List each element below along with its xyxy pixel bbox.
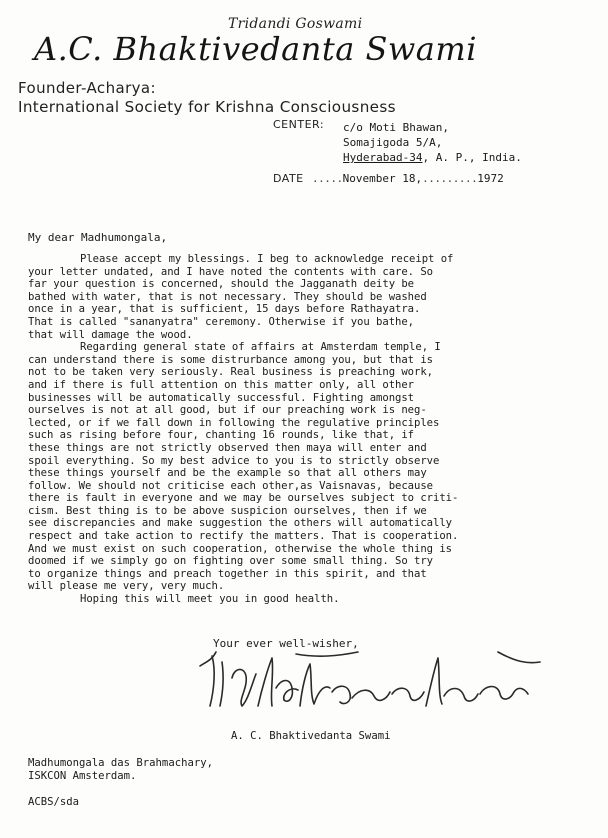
body-line: follow. We should not criticise each other,as Vaisnavas, because xyxy=(28,479,433,492)
center-city: Hyderabad-34 xyxy=(343,151,423,164)
body-line: once in a year, that is sufficient, 15 days before Rathayatra. xyxy=(28,303,421,316)
letterhead-founder: Founder-Acharya: xyxy=(18,79,156,97)
center-city-rest: , A. P., India. xyxy=(422,151,522,164)
center-address-line-2: Somajigoda 5/A, xyxy=(343,136,443,149)
center-address xyxy=(343,120,522,165)
date-dots-before: ..... xyxy=(312,172,343,185)
date-dots-after: ......... xyxy=(422,172,478,185)
date-month-day: November 18, xyxy=(342,172,423,185)
body-line: That is called "sananyatra" ceremony. Otherwise if you bathe, xyxy=(28,315,415,328)
body-line: And we must exist on such cooperation, otherwise the whole thing is xyxy=(28,542,452,555)
body-line: these things are not strictly observed then maya will enter and xyxy=(28,441,427,454)
body-line: not to be taken very seriously. Real business is preaching work, xyxy=(28,366,433,379)
letterhead-title-small: Tridandi Goswami xyxy=(228,16,363,32)
date-year: 1972 xyxy=(477,172,504,185)
date-label: DATE xyxy=(273,172,304,185)
reference-initials: ACBS/sda xyxy=(28,796,80,808)
center-label: CENTER: xyxy=(273,118,325,131)
body-line: will please me very, very much. xyxy=(28,580,225,593)
closing: Your ever well-wisher, xyxy=(213,637,359,650)
recipient-line-1: Madhumongala das Brahmachary, xyxy=(28,757,213,769)
recipient xyxy=(28,757,213,783)
body-line: such as rising before four, chanting 16 rounds, like that, if xyxy=(28,429,415,442)
body-line: far your question is concerned, should the Jagganath deity be xyxy=(28,278,415,291)
body-line: spoil everything. So my best advice to you is to strictly observe xyxy=(28,454,440,467)
body-line: to organize things and preach together in this spirit, and that xyxy=(28,567,427,580)
body-line: Please accept my blessings. I beg to acknowledge receipt of xyxy=(80,253,454,265)
body-line: these things yourself and be the example so that all others may xyxy=(28,467,427,480)
date-value xyxy=(312,172,504,185)
body-line: and if there is full attention on this matter only, all other xyxy=(28,378,415,391)
body-line: businesses will be automatically successful. Fighting amongst xyxy=(28,391,415,404)
body-line: that will damage the wood. xyxy=(28,328,193,341)
body-line: doomed if we simply go on fighting over some small thing. So try xyxy=(28,555,433,568)
salutation: My dear Madhumongala, xyxy=(28,231,168,244)
body-line: bathed with water, that is not necessary. They should be washed xyxy=(28,290,427,303)
body-line: cism. Best thing is to be above suspicion ourselves, then if we xyxy=(28,504,427,517)
body-line: Regarding general state of affairs at Amsterdam temple, I xyxy=(80,341,441,354)
body-line: see discrepancies and make suggestion the others will automatically xyxy=(28,517,452,530)
body-line: your letter undated, and I have noted the contents with care. So xyxy=(28,265,433,278)
signer-name: A. C. Bhaktivedanta Swami xyxy=(231,730,391,742)
body-line: respect and take action to rectify the matters. That is cooperation. xyxy=(28,530,459,543)
recipient-line-2: ISKCON Amsterdam. xyxy=(28,770,137,782)
letter-body xyxy=(28,253,588,606)
letterhead-society: International Society for Krishna Consciousness xyxy=(18,98,396,116)
body-line: lected, or if we fall down in following the regulative principles xyxy=(28,416,440,429)
letterhead-name: A.C. Bhaktivedanta Swami xyxy=(34,30,477,68)
center-address-line-1: c/o Moti Bhawan, xyxy=(343,121,449,134)
body-line: Hoping this will meet you in good health. xyxy=(80,593,340,606)
body-line: there is fault in everyone and we may be ourselves subject to criti- xyxy=(28,492,459,505)
center-address-line-3 xyxy=(343,150,522,165)
signature-image xyxy=(198,648,548,712)
body-line: ourselves is not at all good, but if our preaching work is neg- xyxy=(28,404,427,417)
body-line: can understand there is some distrurbance among you, but that is xyxy=(28,353,433,366)
